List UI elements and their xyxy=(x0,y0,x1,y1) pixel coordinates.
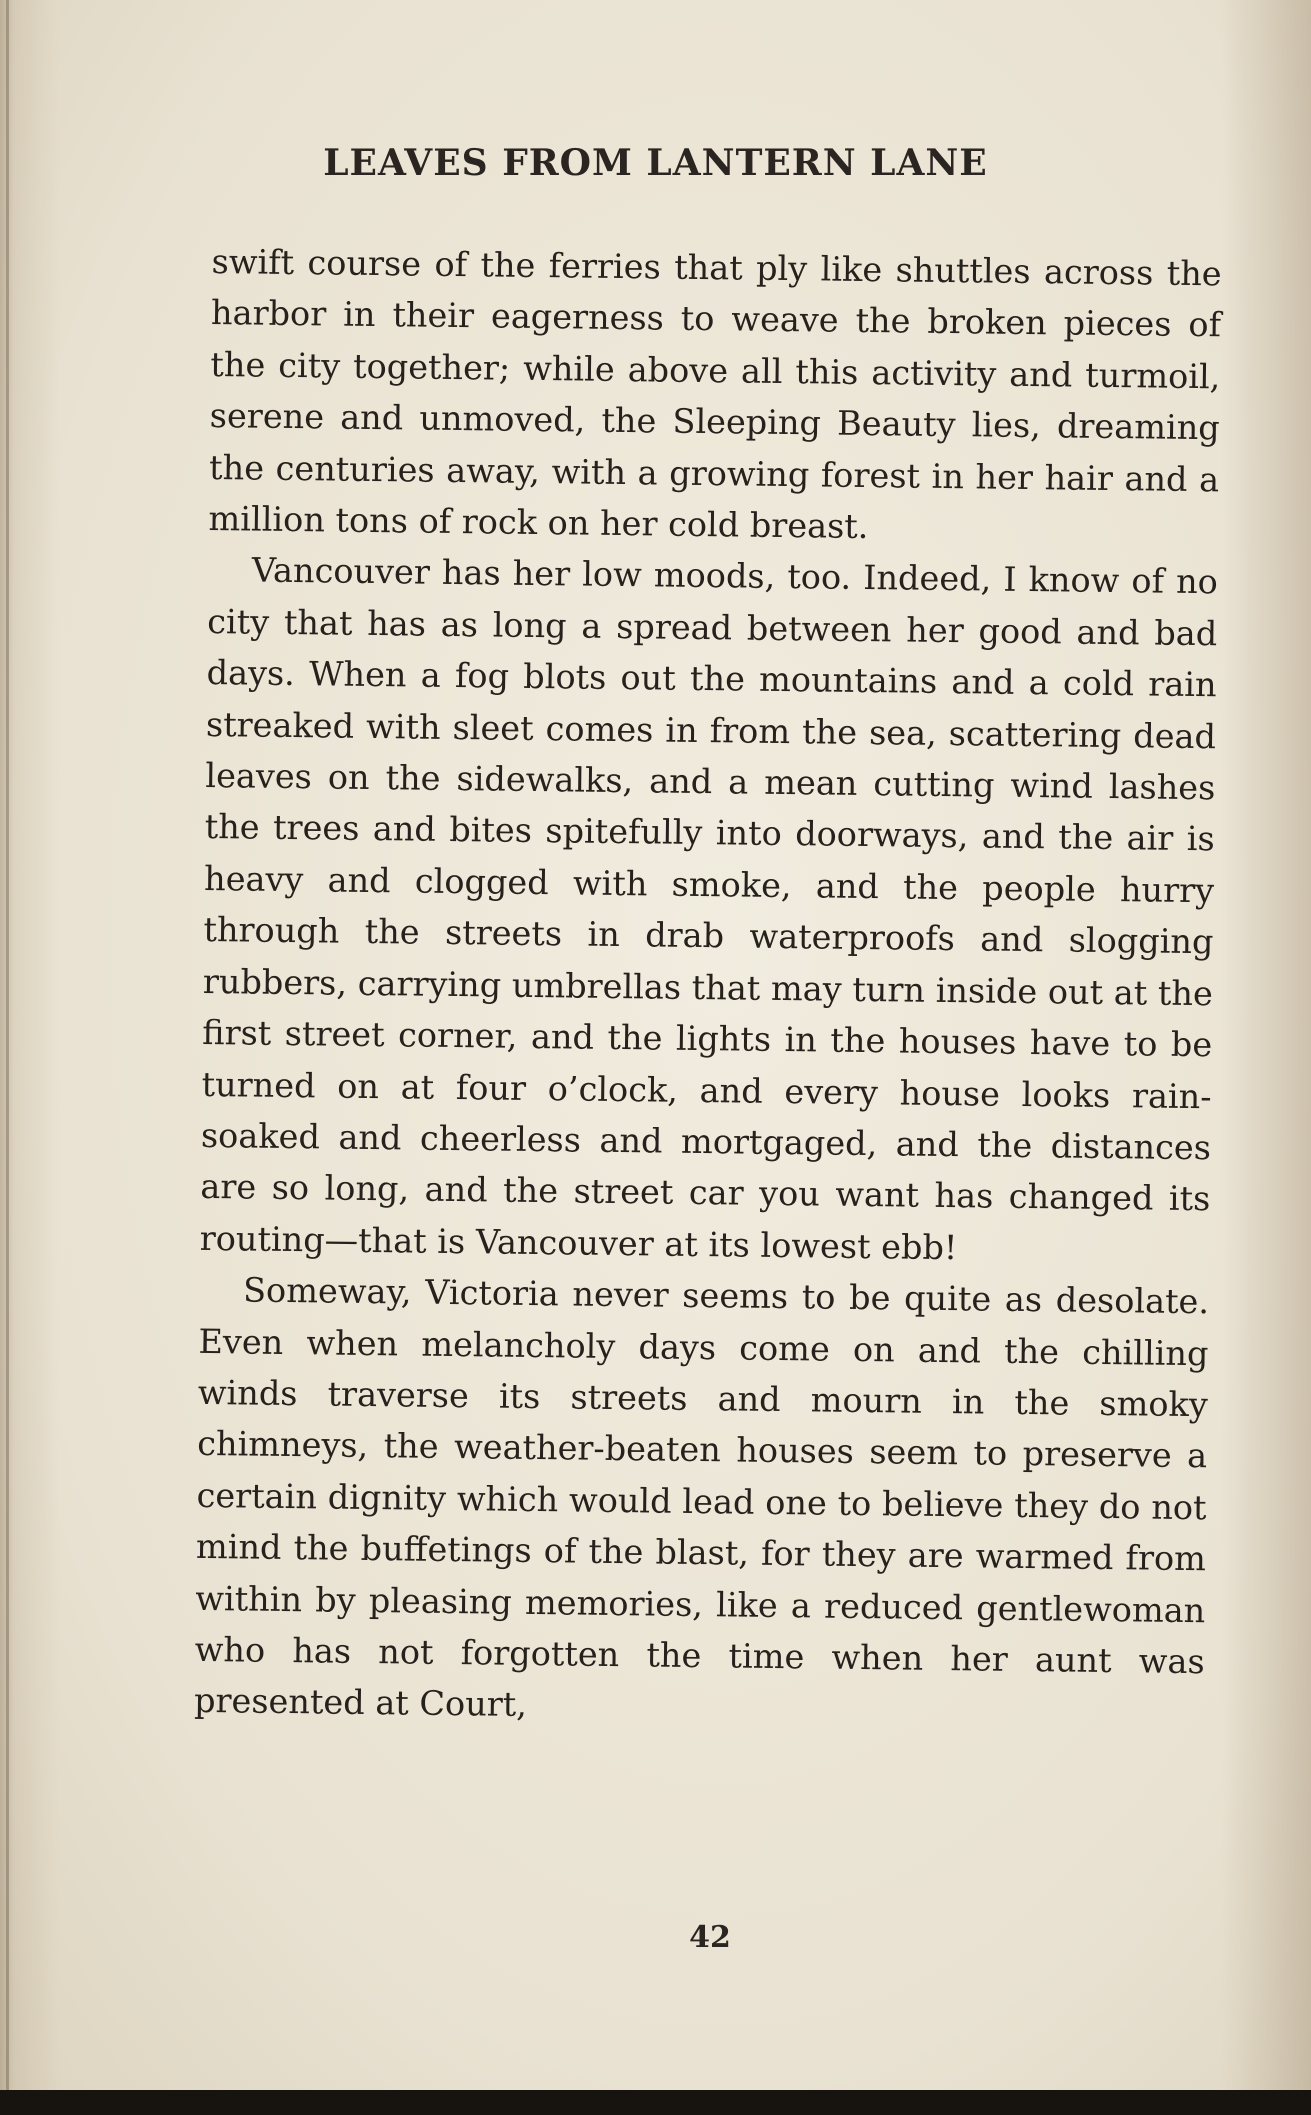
page-number: 42 xyxy=(689,1920,731,1955)
paragraph-victoria: Someway, Victoria never seems to be quite as desolate. Even when melancholy days come on and the chilling winds traverse its streets and mourn in the smoky chimneys, the weather-beaten houses seem to preserve a certain dignity which would lead one to believe they do not mind the buffetings of the blast, for they are warmed from within by pleasing memories, like a reduced gentlewoman who has not forgotten the time when her aunt was presented at Court, xyxy=(193,1270,1210,1725)
paragraph-continued: swift course of the ferries that ply like shuttles across the harbor in their eagerness to weave the broken pieces of the city together; while above all this activity and turmoil, serene and unmoved, the Sleeping Beauty lies, dreaming the centuries away, with a growing forest in her hair and a million tons of rock on her cold breast. xyxy=(208,241,1222,547)
page-body xyxy=(194,236,1222,1739)
running-head: LEAVES FROM LANTERN LANE xyxy=(323,142,988,184)
page-gutter xyxy=(6,0,9,2090)
paragraph-vancouver: Vancouver has her low moods, too. Indeed, I know of no city that has as long a spread between her good and bad days. When a fog blots out the mountains and a cold rain streaked with sleet comes in from the sea, scattering dead leaves on the sidewalks, and a mean cutting wind lashes the trees and bites spitefully into doorways, and the air is heavy and clogged with smoke, and the people hurry through the streets in drab waterproofs and slogging rubbers, carrying umbrellas that may turn inside out at the first street corner, and the lights in the houses have to be turned on at four o’clock, and every house looks rain-soaked and cheerless and mortgaged, and the distances are so long, and the street car you want has changed its routing—that is Vancouver at its lowest ebb! xyxy=(199,550,1219,1267)
page-bottom-edge xyxy=(0,2090,1311,2115)
